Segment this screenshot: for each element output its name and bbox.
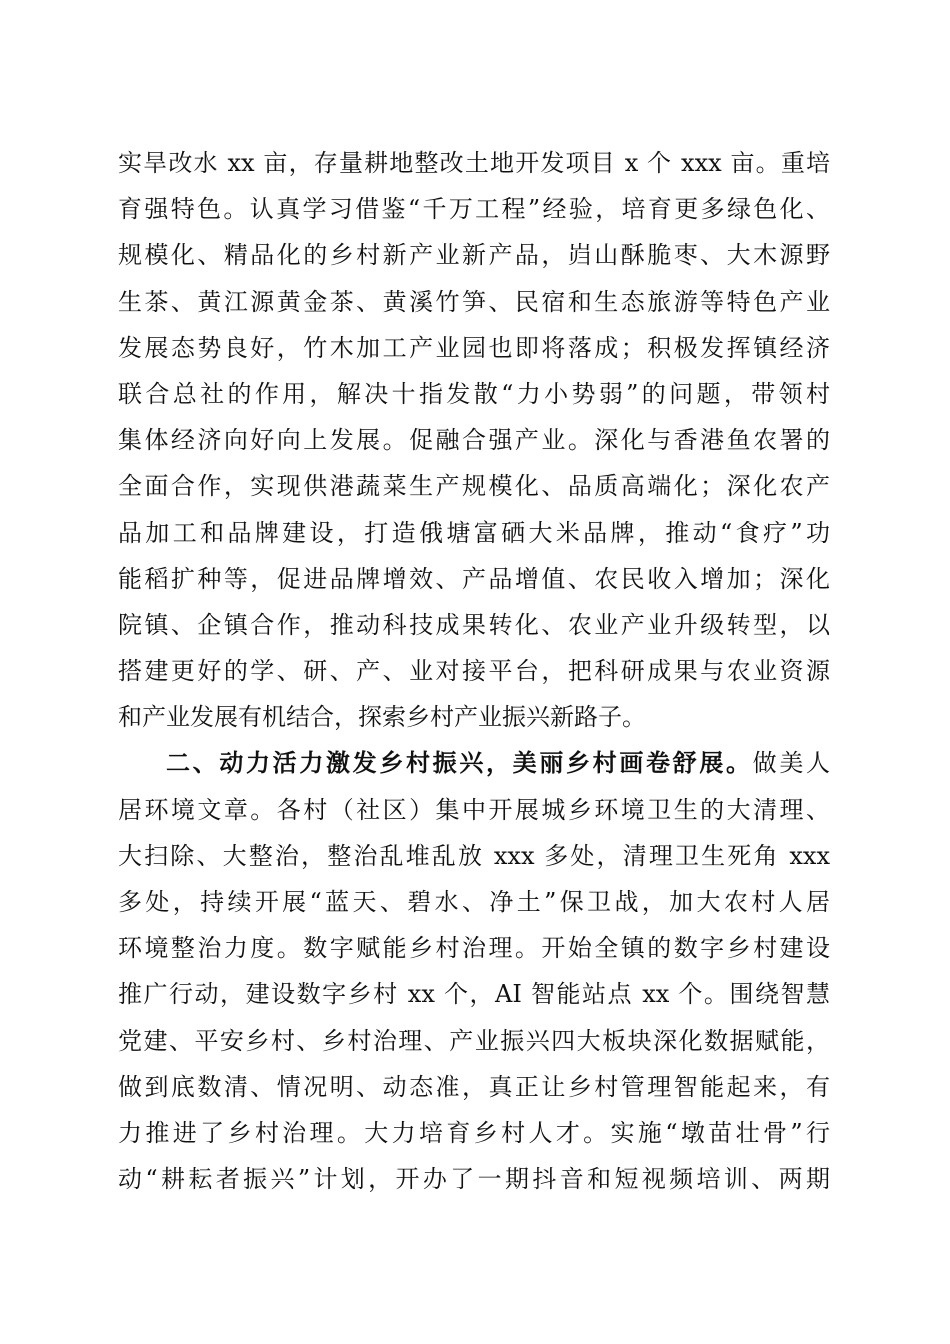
text-line: 实旱改水 xx 亩，存量耕地整改土地开发项目 x 个 xxx 亩。重培 (118, 149, 830, 177)
text-line: 全面合作，实现供港蔬菜生产规模化、品质高端化；深化农产 (118, 472, 830, 501)
text-line: 动“耕耘者振兴”计划，开办了一期抖音和短视频培训、两期 (118, 1165, 830, 1194)
section-heading: 二、动力活力激发乡村振兴，美丽乡村画卷舒展。 (166, 749, 753, 778)
paragraph-1 (118, 140, 830, 740)
text-line: 院镇、企镇合作，推动科技成果转化、农业产业升级转型，以 (118, 610, 830, 639)
text-line: 和产业发展有机结合，探索乡村产业振兴新路子。 (118, 703, 646, 732)
text-line: 生茶、黄江源黄金茶、黄溪竹笋、民宿和生态旅游等特色产业 (118, 287, 830, 316)
text-line: 做到底数清、情况明、动态准，真正让乡村管理智能起来，有 (118, 1072, 830, 1101)
text-line: 品加工和品牌建设，打造俄塘富硒大米品牌，推动“食疗”功 (118, 518, 830, 547)
text-line: 环境整治力度。数字赋能乡村治理。开始全镇的数字乡村建设 (118, 934, 830, 963)
text-line: 多处，持续开展“蓝天、碧水、净土”保卫战，加大农村人居 (118, 888, 830, 916)
text-line: 推广行动，建设数字乡村 xx 个，AI 智能站点 xx 个。围绕智慧 (118, 980, 830, 1009)
text-line: 集体经济向好向上发展。促融合强产业。深化与香港鱼农署的 (118, 426, 830, 455)
text-line: 大扫除、大整治，整治乱堆乱放 xxx 多处，清理卫生死角 xxx (118, 841, 830, 870)
heading-line-rest: 做美人 (752, 749, 831, 778)
text-line: 规模化、精品化的乡村新产业新产品，岿山酥脆枣、大木源野 (118, 241, 830, 270)
document-body (118, 140, 830, 1202)
text-line: 党建、平安乡村、乡村治理、产业振兴四大板块深化数据赋能， (118, 1026, 830, 1055)
paragraph-2-first-line (118, 740, 830, 786)
text-line: 能稻扩种等，促进品牌增效、产品增值、农民收入增加；深化 (118, 564, 830, 593)
paragraph-2 (118, 740, 830, 1202)
text-line: 发展态势良好，竹木加工产业园也即将落成；积极发挥镇经济 (118, 333, 830, 362)
text-line: 搭建更好的学、研、产、业对接平台，把科研成果与农业资源 (118, 657, 830, 686)
text-line: 居环境文章。各村（社区）集中开展城乡环境卫生的大清理、 (118, 795, 830, 824)
text-line: 联合总社的作用，解决十指发散“力小势弱”的问题，带领村 (118, 379, 830, 408)
text-line: 育强特色。认真学习借鉴“千万工程”经验，培育更多绿色化、 (118, 195, 830, 224)
text-line: 力推进了乡村治理。大力培育乡村人才。实施“墩苗壮骨”行 (118, 1118, 830, 1147)
